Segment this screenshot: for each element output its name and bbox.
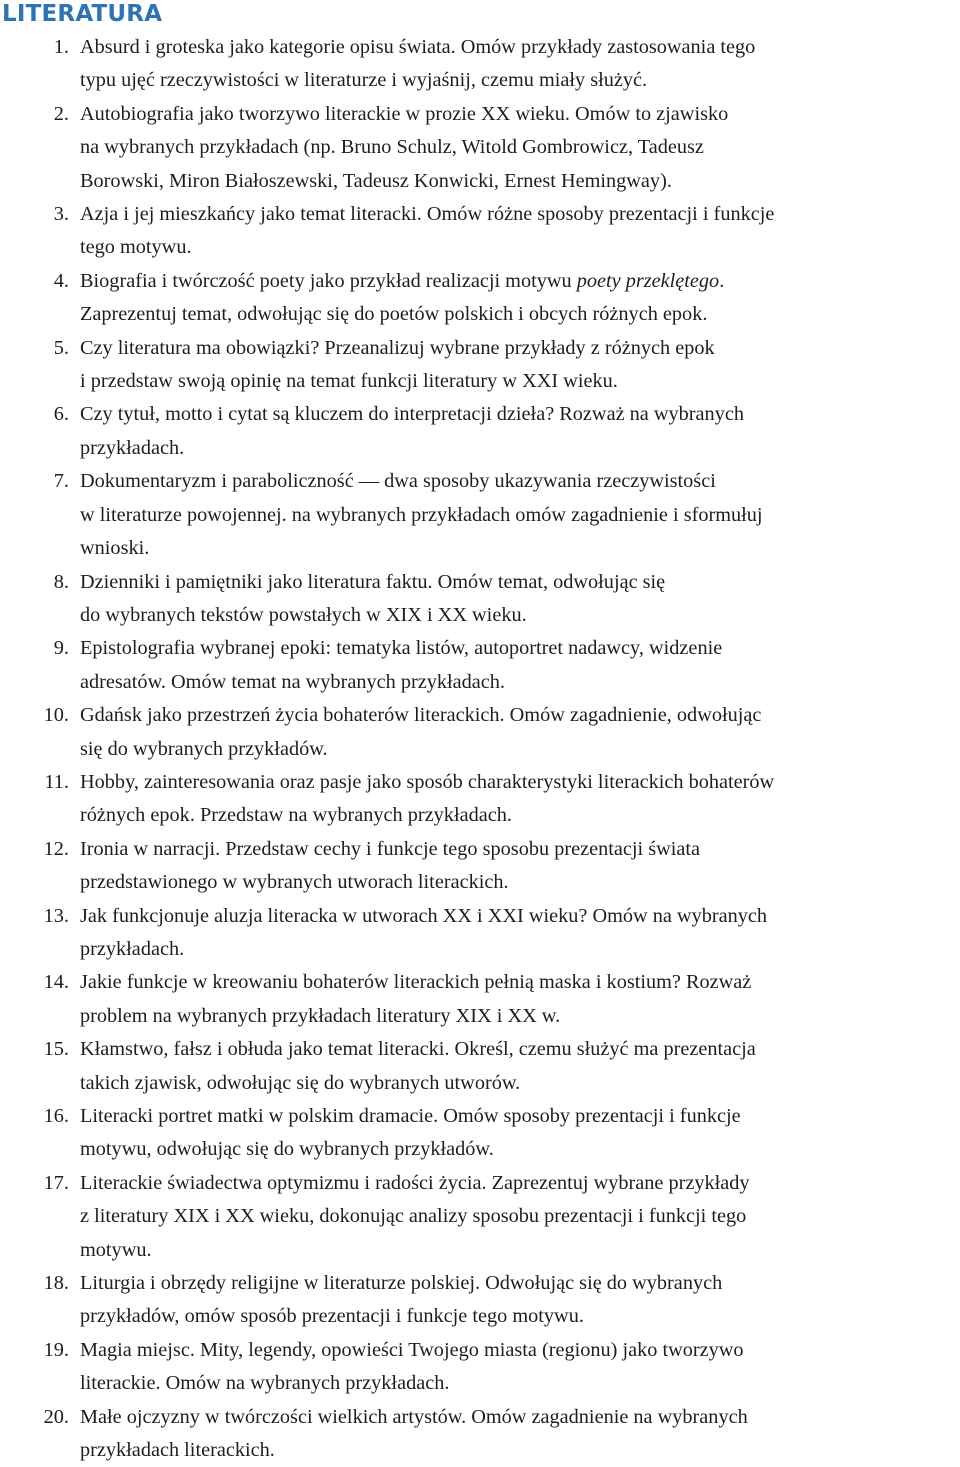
topic-line: przykładach literackich.	[80, 1439, 275, 1462]
topic-line: w literaturze powojennej. na wybranych przykładach omów zagadnienie i sformułuj	[80, 503, 763, 526]
topic-line: Ironia w narracji. Przedstaw cechy i funkcje tego sposobu prezentacji świata	[80, 837, 701, 860]
topic-line: Absurd i groteska jako kategorie opisu świata. Omów przykłady zastosowania tego	[80, 36, 756, 58]
topic-line: Epistolografia wybranej epoki: tematyka listów, autoportret nadawcy, widzenie	[80, 637, 723, 660]
topic-line: na wybranych przykładach (np. Bruno Schulz, Witold Gombrowicz, Tadeusz	[80, 136, 704, 159]
topic-item	[0, 198, 960, 265]
topic-number: 4.	[53, 269, 69, 292]
topic-line: przykładach.	[80, 436, 185, 459]
topic-line	[80, 265, 960, 298]
topic-item	[0, 900, 960, 967]
topic-line: przykładach.	[80, 937, 185, 960]
topic-item	[0, 833, 960, 900]
topic-line: różnych epok. Przedstaw na wybranych przykładach.	[80, 804, 512, 827]
topic-line: Borowski, Miron Białoszewski, Tadeusz Konwicki, Ernest Hemingway).	[80, 169, 672, 192]
topic-item	[0, 265, 960, 332]
topic-number: 5.	[53, 336, 69, 359]
topic-number: 18.	[43, 1272, 69, 1295]
topic-line: do wybranych tekstów powstałych w XIX i XX wieku.	[80, 603, 527, 626]
topic-item	[0, 332, 960, 399]
topic-item	[0, 966, 960, 1033]
topic-line: wnioski.	[80, 537, 150, 560]
topic-number: 13.	[43, 904, 69, 927]
topic-line: Dzienniki i pamiętniki jako literatura faktu. Omów temat, odwołując się	[80, 570, 666, 593]
topic-item	[0, 1167, 960, 1267]
topic-item	[0, 398, 960, 465]
topic-number: 17.	[43, 1171, 69, 1194]
topic-number: 2.	[53, 102, 69, 125]
topic-line: Jakie funkcje w kreowaniu bohaterów literackich pełnią maska i kostium? Rozważ	[80, 971, 752, 994]
document-heading: LITERATURA	[2, 1, 163, 27]
topic-line: Hobby, zainteresowania oraz pasje jako sposób charakterystyki literackich bohaterów	[80, 770, 775, 793]
topic-line: się do wybranych przykładów.	[80, 737, 328, 760]
topic-line: przykładów, omów sposób prezentacji i funkcje tego motywu.	[80, 1305, 584, 1328]
topic-line: adresatów. Omów temat na wybranych przykładach.	[80, 670, 505, 693]
topic-line: takich zjawisk, odwołując się do wybranych utworów.	[80, 1071, 521, 1094]
topic-item	[0, 766, 960, 833]
topic-item	[0, 31, 960, 98]
topic-item	[0, 1334, 960, 1401]
topic-number: 15.	[43, 1038, 69, 1061]
topic-item	[0, 1401, 960, 1467]
topic-item	[0, 1100, 960, 1167]
topic-item	[0, 1267, 960, 1334]
topic-line: Gdańsk jako przestrzeń życia bohaterów literackich. Omów zagadnienie, odwołując	[80, 704, 762, 727]
topic-line: Czy literatura ma obowiązki? Przeanalizuj wybrane przykłady z różnych epok	[80, 336, 715, 359]
topic-line: Małe ojczyzny w twórczości wielkich artystów. Omów zagadnienie na wybranych	[80, 1405, 748, 1428]
topic-number: 7.	[53, 470, 69, 493]
topic-item	[0, 98, 960, 198]
topic-line: motywu, odwołując się do wybranych przykładów.	[80, 1138, 494, 1161]
topic-line: Azja i jej mieszkańcy jako temat literacki. Omów różne sposoby prezentacji i funkcje	[80, 203, 775, 226]
topic-number: 20.	[43, 1405, 69, 1428]
topic-text: Biografia i twórczość poety jako przykład realizacji motywu	[80, 269, 577, 292]
topic-line: Zaprezentuj temat, odwołując się do poetów polskich i obcych różnych epok.	[80, 303, 708, 326]
topic-number: 19.	[43, 1338, 69, 1361]
topic-number: 9.	[53, 637, 69, 660]
topic-italic-text: poety przeklętego	[576, 269, 720, 292]
topic-number: 11.	[44, 770, 69, 793]
topic-line: motywu.	[80, 1238, 152, 1261]
topic-line: tego motywu.	[80, 236, 192, 259]
topic-list	[0, 31, 960, 1467]
topic-line: Literacki portret matki w polskim dramacie. Omów sposoby prezentacji i funkcje	[80, 1105, 741, 1127]
topic-number: 16.	[43, 1105, 69, 1127]
topic-number: 14.	[43, 971, 69, 994]
topic-item	[0, 1033, 960, 1100]
topic-number: 3.	[53, 203, 69, 226]
topic-line: problem na wybranych przykładach literatury XIX i XX w.	[80, 1004, 561, 1027]
topic-line: Czy tytuł, motto i cytat są kluczem do interpretacji dzieła? Rozważ na wybranych	[80, 403, 744, 426]
topic-line: Magia miejsc. Mity, legendy, opowieści Twojego miasta (regionu) jako tworzywo	[80, 1338, 744, 1361]
topic-number: 12.	[43, 837, 69, 860]
topic-item	[0, 465, 960, 565]
topic-line: i przedstaw swoją opinię na temat funkcji literatury w XXI wieku.	[80, 370, 618, 393]
topic-line: Autobiografia jako tworzywo literackie w prozie XX wieku. Omów to zjawisko	[80, 102, 729, 125]
topic-item	[0, 566, 960, 633]
topic-number: 8.	[53, 570, 69, 593]
topic-line: Kłamstwo, fałsz i obłuda jako temat literacki. Określ, czemu służyć ma prezentacja	[80, 1038, 756, 1061]
topic-line: typu ujęć rzeczywistości w literaturze i wyjaśnij, czemu miały służyć.	[80, 69, 648, 92]
topic-number: 10.	[43, 704, 69, 727]
topic-number: 6.	[53, 403, 69, 426]
topic-item	[0, 632, 960, 699]
topic-line: Dokumentaryzm i paraboliczność — dwa sposoby ukazywania rzeczywistości	[80, 470, 716, 493]
topic-line: Liturgia i obrzędy religijne w literaturze polskiej. Odwołując się do wybranych	[80, 1272, 723, 1295]
topic-line: z literatury XIX i XX wieku, dokonując analizy sposobu prezentacji i funkcji tego	[80, 1205, 747, 1228]
topic-line: przedstawionego w wybranych utworach literackich.	[80, 871, 509, 894]
topic-line: Jak funkcjonuje aluzja literacka w utworach XX i XXI wieku? Omów na wybranych	[80, 904, 768, 927]
topic-line: Literackie świadectwa optymizmu i radości życia. Zaprezentuj wybrane przykłady	[80, 1171, 750, 1194]
topic-line: literackie. Omów na wybranych przykładach.	[80, 1372, 450, 1395]
topic-number: 1.	[53, 36, 69, 58]
topic-item	[0, 699, 960, 766]
topic-text: .	[719, 269, 725, 292]
